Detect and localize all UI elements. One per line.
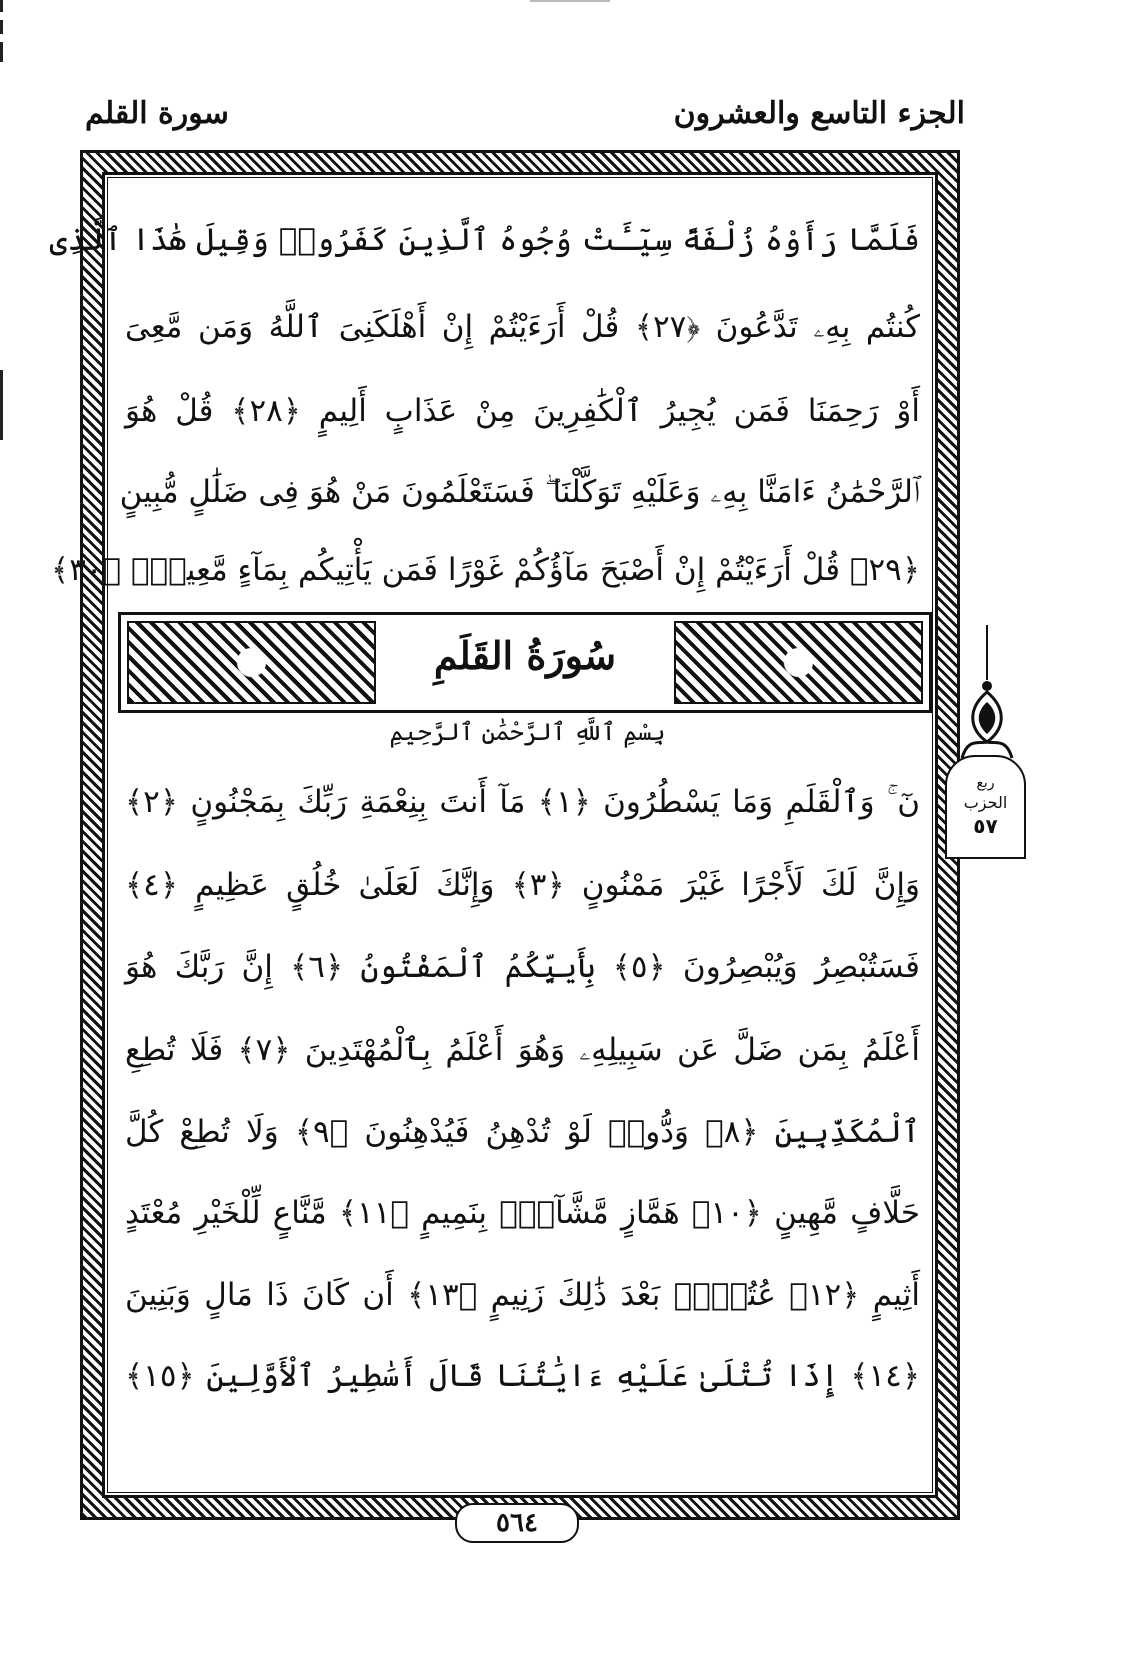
hizb-marker-stem — [986, 625, 988, 680]
margin-mark — [0, 0, 3, 12]
margin-mark — [0, 20, 3, 34]
surah-header-title: سورة القلم — [85, 96, 229, 131]
top-rule — [530, 0, 610, 2]
verse-line: أَعْلَمُ بِمَن ضَلَّ عَن سَبِيلِهِۦ وَهُوَ أَعْلَمُ بِٱلْمُهْتَدِينَ ﴿٧﴾ فَلَا تُطِعِ — [125, 1032, 921, 1068]
verse-line: نٓ ۚ وَٱلْقَلَمِ وَمَا يَسْطُرُونَ ﴿١﴾ مَآ أَنتَ بِنِعْمَةِ رَبِّكَ بِمَجْنُونٍ ﴿٢﴾ — [125, 784, 920, 820]
hizb-marker — [945, 755, 1026, 859]
banner-ornament-right — [674, 621, 923, 704]
verse-line: ﴿٢٩﴾ قُلْ أَرَءَيْتُمْ إِنْ أَصْبَحَ مَآؤُكُمْ غَوْرًا فَمَن يَأْتِيكُم بِمَآءٍ مَّعِينٍۭ ﴿٣٠﴾ — [51, 552, 920, 588]
verse-line: أَثِيمٍ ﴿١٢﴾ عُتُلٍّۭ بَعْدَ ذَٰلِكَ زَنِيمٍ ﴿١٣﴾ أَن كَانَ ذَا مَالٍ وَبَنِينَ — [125, 1277, 920, 1313]
surah-banner — [118, 612, 932, 713]
verse-line: ﴿١٤﴾ إِذَا تُتْلَىٰ عَلَيْهِ ءَايَٰتُنَا قَالَ أَسَٰطِيرُ ٱلْأَوَّلِينَ ﴿١٥﴾ — [125, 1358, 920, 1394]
verse-line: ٱلرَّحْمَٰنُ ءَامَنَّا بِهِۦ وَعَلَيْهِ تَوَكَّلْنَا ۖ فَسَتَعْلَمُونَ مَنْ هُوَ فِى ضَلَٰلٍ مُّبِينٍ — [119, 474, 920, 510]
margin-mark — [0, 370, 3, 440]
verse-line: فَسَتُبْصِرُ وَيُبْصِرُونَ ﴿٥﴾ بِأَييِّكُمُ ٱلْمَفْتُونُ ﴿٦﴾ إِنَّ رَبَّكَ هُوَ — [125, 949, 920, 985]
banner-ornament-left — [127, 621, 376, 704]
verse-line: كُنتُم بِهِۦ تَدَّعُونَ ﴿٢٧﴾ قُلْ أَرَءَيْتُمْ إِنْ أَهْلَكَنِىَ ٱللَّهُ وَمَن مَّعِىَ — [125, 309, 920, 345]
hizb-label: الحزب — [963, 793, 1008, 812]
verse-line: وَإِنَّ لَكَ لَأَجْرًا غَيْرَ مَمْنُونٍ ﴿٣﴾ وَإِنَّكَ لَعَلَىٰ خُلُقٍ عَظِيمٍ ﴿٤﴾ — [125, 867, 920, 903]
verse-line: حَلَّافٍ مَّهِينٍ ﴿١٠﴾ هَمَّازٍ مَّشَّآءٍۭ بِنَمِيمٍ ﴿١١﴾ مَّنَّاعٍ لِّلْخَيْرِ مُعْتَدٍ — [125, 1195, 920, 1231]
page-header — [85, 90, 965, 150]
juz-title: الجزء التاسع والعشرون — [673, 96, 965, 131]
verse-line: فَلَمَّا رَأَوْهُ زُلْفَةً سِيٓـَٔتْ وُجُوهُ ٱلَّذِينَ كَفَرُوا۟ وَقِيلَ هَٰذَا ٱلَّذِى — [49, 222, 920, 258]
hizb-number: ٥٧ — [973, 814, 998, 838]
surah-name: سُورَةُ القَلَمِ — [433, 633, 617, 678]
hizb-quarter-label: ربع — [976, 775, 995, 791]
hizb-ornament-icon — [958, 678, 1016, 758]
verse-line: ٱلْمُكَذِّبِينَ ﴿٨﴾ وَدُّوا۟ لَوْ تُدْهِنُ فَيُدْهِنُونَ ﴿٩﴾ وَلَا تُطِعْ كُلَّ — [125, 1114, 920, 1150]
page-number: ٥٦٤ — [455, 1503, 579, 1543]
verse-line: أَوْ رَحِمَنَا فَمَن يُجِيرُ ٱلْكَٰفِرِينَ مِنْ عَذَابٍ أَلِيمٍ ﴿٢٨﴾ قُلْ هُوَ — [125, 393, 920, 429]
basmala: بِسْمِ ٱللَّهِ ٱلرَّحْمَٰنِ ٱلرَّحِيمِ — [389, 718, 666, 746]
margin-mark — [0, 42, 3, 62]
